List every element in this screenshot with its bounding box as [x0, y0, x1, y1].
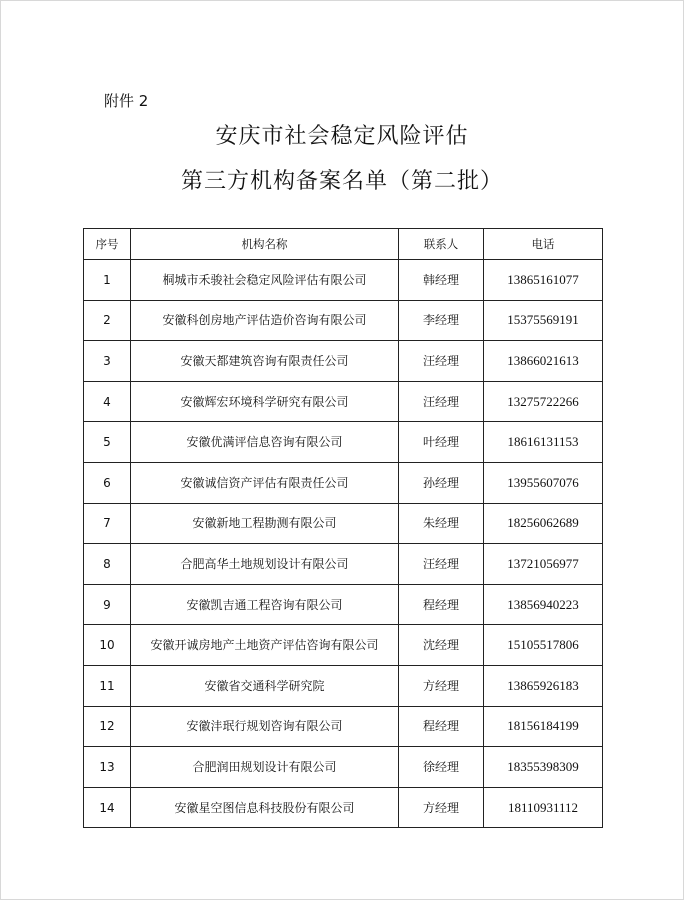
cell-phone: 13721056977: [484, 544, 603, 585]
cell-agency-name: 安徽诚信资产评估有限责任公司: [131, 462, 399, 503]
cell-contact-person: 方经理: [399, 787, 484, 828]
cell-serial-number: 8: [84, 544, 131, 585]
cell-contact-person: 汪经理: [399, 381, 484, 422]
cell-phone: 15375569191: [484, 300, 603, 341]
cell-agency-name: 桐城市禾骏社会稳定风险评估有限公司: [131, 260, 399, 301]
cell-serial-number: 6: [84, 462, 131, 503]
table-row: [84, 706, 603, 747]
cell-serial-number: 11: [84, 665, 131, 706]
cell-agency-name: 合肥高华土地规划设计有限公司: [131, 544, 399, 585]
table-row: [84, 260, 603, 301]
agency-roster-table: [83, 228, 603, 828]
cell-agency-name: 安徽天都建筑咨询有限责任公司: [131, 341, 399, 382]
table-row: [84, 584, 603, 625]
table-row: [84, 300, 603, 341]
cell-contact-person: 朱经理: [399, 503, 484, 544]
cell-serial-number: 2: [84, 300, 131, 341]
cell-agency-name: 安徽科创房地产评估造价咨询有限公司: [131, 300, 399, 341]
table-row: [84, 381, 603, 422]
cell-contact-person: 徐经理: [399, 747, 484, 788]
header-serial-number: 序号: [84, 229, 131, 260]
cell-serial-number: 12: [84, 706, 131, 747]
cell-contact-person: 李经理: [399, 300, 484, 341]
cell-phone: 13955607076: [484, 462, 603, 503]
cell-contact-person: 韩经理: [399, 260, 484, 301]
cell-serial-number: 1: [84, 260, 131, 301]
table-row: [84, 503, 603, 544]
cell-serial-number: 4: [84, 381, 131, 422]
document-title-line-2: 第三方机构备案名单（第二批）: [180, 169, 503, 194]
table-body: [84, 260, 603, 828]
cell-agency-name: 安徽辉宏环境科学研究有限公司: [131, 381, 399, 422]
cell-contact-person: 孙经理: [399, 462, 484, 503]
table-header-row: [84, 229, 603, 260]
table-row: [84, 625, 603, 666]
document-title-line-1: 安庆市社会稳定风险评估: [215, 124, 469, 149]
cell-phone: 18110931112: [484, 787, 603, 828]
cell-agency-name: 安徽凯吉通工程咨询有限公司: [131, 584, 399, 625]
cell-contact-person: 汪经理: [399, 341, 484, 382]
cell-agency-name: 安徽省交通科学研究院: [131, 665, 399, 706]
cell-serial-number: 7: [84, 503, 131, 544]
cell-phone: 18156184199: [484, 706, 603, 747]
cell-agency-name: 安徽优满评信息咨询有限公司: [131, 422, 399, 463]
cell-phone: 13865926183: [484, 665, 603, 706]
cell-agency-name: 安徽新地工程勘测有限公司: [131, 503, 399, 544]
cell-serial-number: 13: [84, 747, 131, 788]
cell-serial-number: 5: [84, 422, 131, 463]
cell-contact-person: 叶经理: [399, 422, 484, 463]
cell-phone: 18616131153: [484, 422, 603, 463]
cell-serial-number: 9: [84, 584, 131, 625]
cell-contact-person: 汪经理: [399, 544, 484, 585]
table-row: [84, 544, 603, 585]
cell-phone: 13275722266: [484, 381, 603, 422]
cell-phone: 13866021613: [484, 341, 603, 382]
table-row: [84, 787, 603, 828]
cell-phone: 15105517806: [484, 625, 603, 666]
cell-phone: 13865161077: [484, 260, 603, 301]
cell-phone: 18256062689: [484, 503, 603, 544]
table-row: [84, 747, 603, 788]
cell-contact-person: 方经理: [399, 665, 484, 706]
table-row: [84, 341, 603, 382]
cell-serial-number: 14: [84, 787, 131, 828]
header-contact-person: 联系人: [399, 229, 484, 260]
attachment-label: 附件 2: [104, 92, 149, 110]
cell-agency-name: 安徽沣珉行规划咨询有限公司: [131, 706, 399, 747]
cell-contact-person: 程经理: [399, 706, 484, 747]
cell-agency-name: 安徽星空图信息科技股份有限公司: [131, 787, 399, 828]
cell-phone: 13856940223: [484, 584, 603, 625]
cell-serial-number: 3: [84, 341, 131, 382]
table-row: [84, 665, 603, 706]
header-agency-name: 机构名称: [131, 229, 399, 260]
table-row: [84, 462, 603, 503]
cell-contact-person: 沈经理: [399, 625, 484, 666]
cell-agency-name: 安徽开诚房地产土地资产评估咨询有限公司: [131, 625, 399, 666]
cell-agency-name: 合肥润田规划设计有限公司: [131, 747, 399, 788]
header-phone: 电话: [484, 229, 603, 260]
cell-serial-number: 10: [84, 625, 131, 666]
table-row: [84, 422, 603, 463]
cell-phone: 18355398309: [484, 747, 603, 788]
cell-contact-person: 程经理: [399, 584, 484, 625]
